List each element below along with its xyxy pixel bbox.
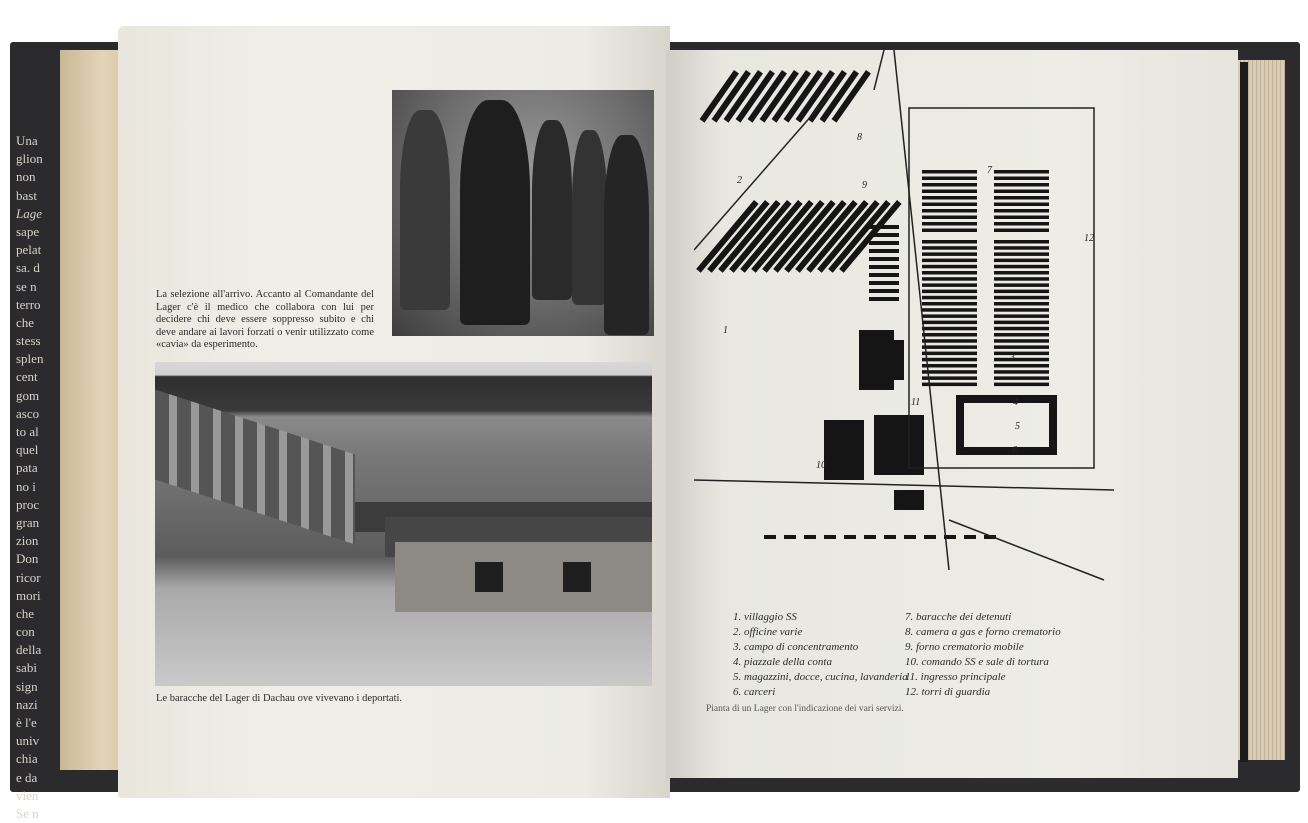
legend-item: 2. officine varie [733, 626, 803, 638]
camp-map [694, 50, 1114, 590]
map-building [922, 170, 977, 174]
legend-item: 4. piazzale della conta [733, 656, 832, 668]
map-building [994, 333, 1049, 337]
map-building [922, 333, 977, 337]
cover-text-line: è l'e [16, 715, 37, 730]
cover-text-line: nazi [16, 696, 38, 712]
map-building [922, 345, 977, 349]
map-building [922, 190, 977, 194]
map-building [994, 308, 1049, 312]
map-building [994, 358, 1049, 362]
map-building [904, 535, 916, 539]
cover-text-line: Se n [16, 805, 39, 821]
cover-text-line: proc [16, 496, 40, 512]
cover-text-line: sabi [16, 660, 37, 676]
legend-right [905, 610, 1061, 700]
map-building [994, 352, 1049, 356]
cover-text-line: glion [16, 151, 43, 167]
cover-text-line: sa. d [16, 260, 40, 276]
cover-text-line: e da [16, 769, 38, 785]
map-building [922, 314, 977, 318]
map-building [994, 370, 1049, 374]
map-building [922, 246, 977, 250]
map-building [922, 259, 977, 263]
map-building [994, 345, 1049, 349]
legend-item: 7. baracche dei detenuti [905, 611, 1012, 623]
cover-text-line: mori [16, 587, 41, 603]
cover-text-line: sign [16, 678, 38, 694]
cover-text-line: to al [16, 424, 39, 439]
map-building [869, 233, 899, 237]
map-building [994, 190, 1049, 194]
cover-text-line: ricor [16, 569, 41, 585]
cover-text-line: asco [16, 405, 40, 421]
cover-text-line: gom [16, 387, 40, 403]
map-number-label: 12 [1084, 233, 1094, 244]
cover-text-line: sape [16, 223, 40, 239]
map-building [922, 370, 977, 374]
map-building [922, 339, 977, 343]
map-building [994, 271, 1049, 275]
cover-text-line: splen [16, 351, 44, 367]
cover-text-line: che [16, 314, 35, 330]
map-building [922, 240, 977, 244]
map-building [922, 376, 977, 380]
map-building [869, 289, 899, 293]
map-number-label: 9 [862, 180, 867, 191]
legend-item: 9. forno crematorio mobile [905, 641, 1024, 653]
map-building [922, 352, 977, 356]
map-building [922, 277, 977, 281]
cover-text-line: vien [16, 787, 39, 803]
map-building [956, 447, 1056, 455]
bookmark-ribbon [1240, 62, 1248, 762]
map-building [994, 203, 1049, 207]
map-building [869, 225, 899, 229]
map-building [922, 290, 977, 294]
map-building [922, 308, 977, 312]
map-building [922, 302, 977, 306]
map-building [956, 395, 1056, 403]
map-building [922, 183, 977, 187]
map-building [922, 296, 977, 300]
cover-text-line: cent [16, 369, 38, 385]
map-caption: Pianta di un Lager con l'indicazione dei vari servizi. [706, 704, 904, 714]
map-building [859, 330, 894, 390]
map-building [922, 209, 977, 213]
map-number-label: 2 [737, 175, 742, 186]
cover-text-line: bast [16, 187, 37, 203]
map-building [922, 358, 977, 362]
map-building [844, 535, 856, 539]
legend-left [733, 610, 908, 700]
map-building [994, 376, 1049, 380]
map-building [994, 196, 1049, 200]
map-building [994, 229, 1049, 233]
map-building [922, 203, 977, 207]
photo1-caption: La selezione all'arrivo. Accanto al Comandante del Lager c'è il medico che collabora con lui per decidere chi deve essere soppresso subito e chi deve andare ai lavori forzati o venir utilizzato come «cavia» da esperimento. [156, 289, 374, 350]
map-building [869, 257, 899, 261]
map-building [864, 535, 876, 539]
cover-text-line: zion [16, 533, 39, 549]
legend-item: 6. carceri [733, 686, 776, 698]
map-building [922, 177, 977, 181]
map-number-label: 1 [723, 325, 728, 336]
map-building [1049, 395, 1057, 455]
cover-text-line: univ [16, 733, 40, 749]
cover-text-line: se n [16, 278, 37, 294]
map-building [956, 395, 964, 455]
map-building [994, 246, 1049, 250]
cover-text-line: chia [16, 751, 38, 767]
map-number-label: 6 [1012, 445, 1017, 456]
map-building [874, 415, 924, 475]
map-number-label: 7 [987, 165, 992, 176]
legend-item: 5. magazzini, docce, cucina, lavanderia [733, 671, 908, 683]
map-number-label: 10 [816, 460, 826, 471]
map-building [824, 420, 864, 480]
map-building [869, 297, 899, 301]
map-building [994, 277, 1049, 281]
map-building [994, 283, 1049, 287]
map-building [922, 383, 977, 387]
map-building [994, 383, 1049, 387]
map-building [922, 321, 977, 325]
map-building [922, 196, 977, 200]
map-building [869, 281, 899, 285]
cover-text-line: gran [16, 514, 40, 530]
map-building [994, 252, 1049, 256]
map-building [994, 339, 1049, 343]
map-building [994, 259, 1049, 263]
map-number-label: 3 [1010, 352, 1015, 363]
map-building [994, 216, 1049, 220]
cover-text-line: che [16, 605, 35, 621]
map-building [922, 364, 977, 368]
cover-flap-text [16, 132, 60, 823]
map-building [824, 535, 836, 539]
cover-text-line: non [16, 169, 36, 185]
map-building [964, 535, 976, 539]
cover-text-line: della [16, 642, 42, 658]
selection-photo [392, 90, 654, 336]
map-building [994, 314, 1049, 318]
map-building [994, 290, 1049, 294]
legend-item: 8. camera a gas e forno crematorio [905, 626, 1061, 638]
map-building [889, 340, 904, 380]
legend-item: 12. torri di guardia [905, 686, 991, 698]
cover-text-line: stess [16, 333, 41, 349]
map-building [994, 302, 1049, 306]
map-building [994, 265, 1049, 269]
legend-item: 11. ingresso principale [905, 671, 1006, 683]
map-building [894, 490, 924, 510]
map-number-label: 4 [1013, 397, 1018, 408]
map-building [784, 535, 796, 539]
map-building [922, 252, 977, 256]
map-number-label: 5 [1015, 421, 1020, 432]
legend-item: 10. comando SS e sale di tortura [905, 656, 1049, 668]
map-building [994, 177, 1049, 181]
map-building [869, 249, 899, 253]
map-building [994, 209, 1049, 213]
cover-text-line: quel [16, 442, 39, 458]
map-building [884, 535, 896, 539]
map-building [994, 296, 1049, 300]
map-building [922, 229, 977, 233]
map-building [994, 183, 1049, 187]
map-building [994, 321, 1049, 325]
map-building [869, 241, 899, 245]
cover-text-line: pata [16, 460, 38, 476]
map-building [924, 535, 936, 539]
photo2-caption: Le baracche del Lager di Dachau ove vivevano i deportati. [156, 693, 403, 704]
map-building [994, 327, 1049, 331]
map-building [764, 535, 776, 539]
map-building [922, 327, 977, 331]
map-building [804, 535, 816, 539]
map-building [922, 222, 977, 226]
cover-text-line: pelat [16, 242, 42, 258]
cover-text-line: Una [16, 133, 38, 148]
cover-text-line: Don [16, 551, 39, 567]
legend-item: 1. villaggio SS [733, 611, 797, 623]
dachau-barracks-photo [155, 362, 652, 686]
map-building [994, 240, 1049, 244]
map-building [922, 216, 977, 220]
cover-text-line: no i [16, 478, 36, 494]
map-building [994, 170, 1049, 174]
map-building [994, 364, 1049, 368]
cover-text-line: Lage [16, 205, 42, 221]
map-building [922, 283, 977, 287]
map-building [869, 265, 899, 269]
legend-item: 3. campo di concentramento [733, 641, 859, 653]
map-number-label: 8 [857, 132, 862, 143]
map-building [994, 222, 1049, 226]
map-number-label: 11 [911, 397, 921, 408]
map-building [922, 271, 977, 275]
cover-text-line: terro [16, 296, 41, 312]
map-building [869, 273, 899, 277]
map-building [922, 265, 977, 269]
cover-text-line: con [16, 624, 35, 640]
